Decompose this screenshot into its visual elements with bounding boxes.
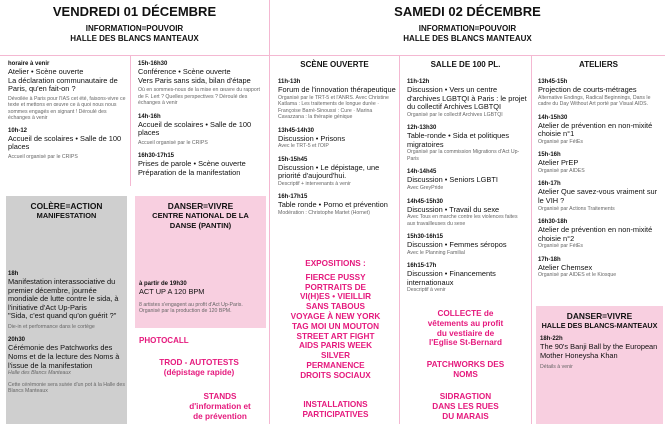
event-title: Discussion • Le dépistage, une priorité d'aujourd'hui. [278, 162, 380, 181]
event [278, 193, 396, 216]
event-time: 14h45-15h30 [407, 198, 444, 205]
event [8, 127, 126, 161]
event [538, 114, 662, 146]
expositions-block [272, 259, 399, 381]
expo-item: TAG MOI UN MOUTON [291, 321, 380, 331]
event-time: 16h-17h [538, 181, 561, 188]
event [407, 78, 527, 118]
event-time: 13h45-15h [538, 79, 568, 85]
salle-events [407, 78, 527, 294]
event [538, 180, 662, 212]
event-title: Atelier de prévention en non-mixité choisie n°1 [538, 120, 653, 139]
colere-subtitle: MANIFESTATION [36, 211, 97, 220]
scene-events [278, 78, 396, 216]
event-time: 15h-15h45 [278, 156, 308, 163]
event-title: Discussion • Travail du sexe [407, 204, 500, 214]
event-time: 14h-15h30 [538, 114, 568, 121]
saturday-header-line [270, 55, 665, 56]
event-time: 14h-14h45 [407, 169, 437, 176]
event-title: Discussion • Vers un centre d'archives LGBTQI à Paris : le projet du collectif Archives LGBTQI [407, 85, 527, 112]
event-note: Accueil organisé par le CRIPS [8, 153, 78, 160]
saturday-info-block [270, 24, 665, 44]
event-title: The 90's Banji Ball by the European Mother Honeysha Khan [540, 342, 658, 360]
event [138, 60, 265, 107]
expo-item: PORTRAITS DE [305, 282, 366, 292]
saturday-info-line1: INFORMATION=POUVOIR [418, 24, 517, 33]
event-note: Accueil organisé par le CRIPS [138, 139, 208, 146]
event-note: Organisé par Actions Traitements [538, 205, 615, 212]
event-note: Avec le TRT-5 et l'OIP [278, 143, 329, 150]
event [538, 151, 662, 174]
event [278, 127, 396, 150]
event-note: Halle des Blancs Manteaux [8, 370, 71, 377]
event-note: Descriptif + intervenants à venir [278, 180, 351, 187]
expo-item: VI(H)ES • VIEILLIR [299, 292, 372, 302]
event-note: Organisé par AIDES [538, 167, 585, 174]
event-time: 15h-16h30 [138, 61, 168, 67]
event [8, 60, 126, 122]
danser-title: DANSER=VIVRE [167, 201, 234, 211]
event [138, 113, 265, 147]
event-title: Forum de l'innovation thérapeutique [278, 85, 396, 94]
danser-subtitle-2: DANSE (PANTIN) [169, 221, 232, 230]
event-time: 12h-13h30 [407, 125, 437, 132]
ateliers-heading: ATELIERS [579, 60, 618, 69]
event-time: 20h30 [8, 337, 26, 344]
event-title: Accueil de scolaires • Salle de 100 places [138, 119, 252, 138]
event-note: Avec Tous en marche contre les violences faites aux travailleuses du sexe [407, 214, 518, 227]
event-note: Avec le Planning Familial [407, 249, 465, 256]
trod-autotests-label: TROD - AUTOTESTS (dépistage rapide) [159, 358, 239, 377]
photocall-label: PHOTOCALL [139, 336, 189, 345]
installations-label: INSTALLATIONS PARTICIPATIVES [302, 400, 369, 419]
day-divider [269, 0, 270, 424]
colere-events [8, 270, 126, 395]
event-note: Organisé par AIDES et le Kiosque [538, 272, 617, 279]
sidragtion-label: SIDRAGTION DANS LES RUES DU MARAIS [432, 392, 499, 421]
event-time: 11h-12h [407, 79, 430, 85]
event-note: Organisé par la commission Migrations d'Act Up-Paris [407, 149, 520, 162]
saturday-title: SAMEDI 02 DÉCEMBRE [394, 4, 541, 19]
expo-item: FIERCE PUSSY [305, 272, 366, 282]
event [8, 336, 126, 376]
event-note: Dévoilée à Paris pour l'IAS cet été, faisons-vivre ce texte et mettons en œuvre ce à quoi nous nous sommes engagés en signant ! Déroulé des échanges à venir [8, 95, 126, 122]
friday-col1 [8, 60, 126, 160]
event-note: Cette cérémonie sera suivie d'un pot à la Halle des Blancs Manteaux [8, 381, 125, 395]
event [538, 218, 662, 250]
event-note: Organisé par FétEs [538, 138, 583, 145]
expo-item: SILVER [321, 351, 350, 361]
event-time: à partir de 19h30 [139, 281, 187, 287]
event-title: Projection de courts-métrages [538, 85, 637, 94]
danser-title: DANSER=VIVRE [566, 311, 633, 321]
event-time: 18h [8, 271, 19, 277]
expo-item: AIDS PARIS WEEK [298, 341, 373, 351]
saturday-danser-vivre-box [536, 306, 663, 424]
friday-info-line1: INFORMATION=POUVOIR [85, 24, 184, 33]
stands-label: STANDS d'information et de prévention [189, 392, 251, 421]
event-time: 15h30-16h15 [407, 234, 444, 241]
colere-title: COLÈRE=ACTION [30, 201, 103, 211]
event-note: 8 artistes s'engagent au profit d'Act Up-Paris. Organisé par la production de 120 BPM. [139, 301, 243, 315]
event [138, 152, 265, 177]
event-note: Avec GreyPride [407, 185, 444, 192]
event-title: Discussion • Prisons [278, 133, 346, 143]
event-time: 16h-17h15 [278, 194, 308, 201]
event-note: Organisé par le collectif Archives LGBTQI [407, 111, 503, 118]
event-title: ACT UP A 120 BPM [139, 287, 205, 296]
event-title: Table-ronde • Sida et politiques migratoires [407, 131, 510, 149]
event-time: 16h30-17h15 [138, 153, 175, 160]
event-time: 11h-13h [278, 79, 301, 85]
friday-info-line2: HALLE DES BLANCS MANTEAUX [70, 34, 199, 43]
expo-item: PERMANENCE [306, 360, 365, 370]
event-title: Discussion • Femmes séropos [407, 240, 507, 250]
event-note: Organisé par FétEs [538, 243, 583, 250]
event-title: Atelier Chemsex [538, 262, 593, 272]
expo-item: SANS TABOUS [306, 302, 365, 312]
event [407, 124, 527, 162]
event-title: Conférence • Scène ouverte Vers Paris sans sida, bilan d'étape [138, 67, 251, 85]
friday-info-block [0, 24, 269, 44]
expo-item: DROITS SOCIAUX [300, 370, 371, 380]
event-note: Où en sommes-nous de la mise en œuvre du rapport de F. Lert ? Quelles perspectives ? Déroulé des échanges à venir [138, 87, 260, 107]
event-title: Atelier de prévention en non-mixité choisie n°2 [538, 225, 653, 243]
danser-event [139, 280, 264, 315]
event [278, 78, 396, 121]
expo-item: STREET ART FIGHT [296, 331, 375, 341]
event [407, 262, 527, 294]
event-note: Alternative Endings, Radical Beginnings, Dans le cadre du Day Without Art porté par Visual AIDS. [538, 94, 651, 108]
saturday-info-line2: HALLE DES BLANCS MANTEAUX [403, 34, 532, 43]
event-title: Discussion • Financements internationaux [407, 269, 496, 287]
event-note: Modération : Christophe Martet (Hornet) [278, 209, 370, 216]
salle-heading: SALLE DE 100 PL. [430, 60, 501, 69]
collecte-label: COLLECTE de vêtements au profit du vestiaire de l'Eglise St-Bernard [427, 309, 504, 348]
event-title: Accueil de scolaires • Salle de 100 places [8, 133, 122, 152]
event-title: Prises de parole • Scène ouverte Préparation de la manifestation [138, 159, 246, 177]
event-title: Atelier PrEP [538, 158, 579, 168]
event [8, 382, 126, 395]
event [8, 270, 126, 330]
danser-event [536, 331, 663, 371]
event [278, 156, 396, 188]
event-note: Détails à venir [540, 364, 573, 371]
event-time: 16h30-18h [538, 219, 568, 226]
event-note: Organisé par le TRT-5 et l'ANRS. Avec Christine Katlama : Les traitements de longue durée · Françoise Barré-Sinoussi : Cure · Marina Cavazzana : la thérapie génique [278, 94, 389, 121]
event-time: 15h-16h [538, 152, 561, 159]
danser-subtitle: CENTRE NATIONAL DE LA [152, 211, 249, 220]
event-title: Manifestation interassociative du premier décembre, journée mondiale de lutte contre le sida, à l'initiative d'Act Up-Paris "Sida, c'est quand qu'on guérit ?" [8, 277, 119, 321]
event-time: 17h-18h [538, 256, 561, 263]
event-time: horaire à venir [8, 61, 50, 67]
event [538, 256, 662, 279]
event-title: Atelier • Scène ouverte La déclaration communautaire de Paris, qu'en fait-on ? [8, 67, 118, 94]
event-time: 13h45-14h30 [278, 127, 315, 134]
friday-col-divider [130, 56, 131, 186]
event [407, 198, 527, 228]
ateliers-events [538, 78, 662, 279]
friday-title: VENDREDI 01 DÉCEMBRE [52, 4, 217, 19]
friday-header-line [0, 55, 269, 56]
event-time: 16h15-17h [407, 263, 437, 270]
scene-ouverte-heading: SCÈNE OUVERTE [300, 60, 369, 69]
event [538, 78, 662, 108]
event-title: Atelier Que savez-vous vraiment sur le VIH ? [538, 187, 658, 205]
danser-subtitle: HALLE DES BLANCS-MANTEAUX [541, 321, 658, 330]
event [407, 168, 527, 191]
event-title: Cérémonie des Patchworks des Noms et de la lecture des Noms à l'issue de la manifestation [8, 343, 120, 370]
event-time: 18h-22h [540, 336, 563, 342]
sat-col-divider-2 [531, 56, 532, 424]
patchworks-label: PATCHWORKS DES NOMS [426, 360, 505, 379]
event-title: Table ronde • Porno et prévention [278, 200, 388, 210]
event-note: Descriptif à venir [407, 287, 446, 294]
event-title: Discussion • Seniors LGBTI [407, 175, 498, 185]
expositions-list [272, 273, 399, 381]
expo-item: VOYAGE À NEW YORK [290, 311, 381, 321]
event-note: Die-in et performance dans le cortège [8, 323, 95, 330]
friday-col2 [138, 60, 265, 178]
event-time: 10h-12 [8, 127, 28, 134]
expositions-heading: EXPOSITIONS : [305, 259, 366, 268]
event [407, 233, 527, 256]
event-time: 14h-16h [138, 113, 161, 120]
